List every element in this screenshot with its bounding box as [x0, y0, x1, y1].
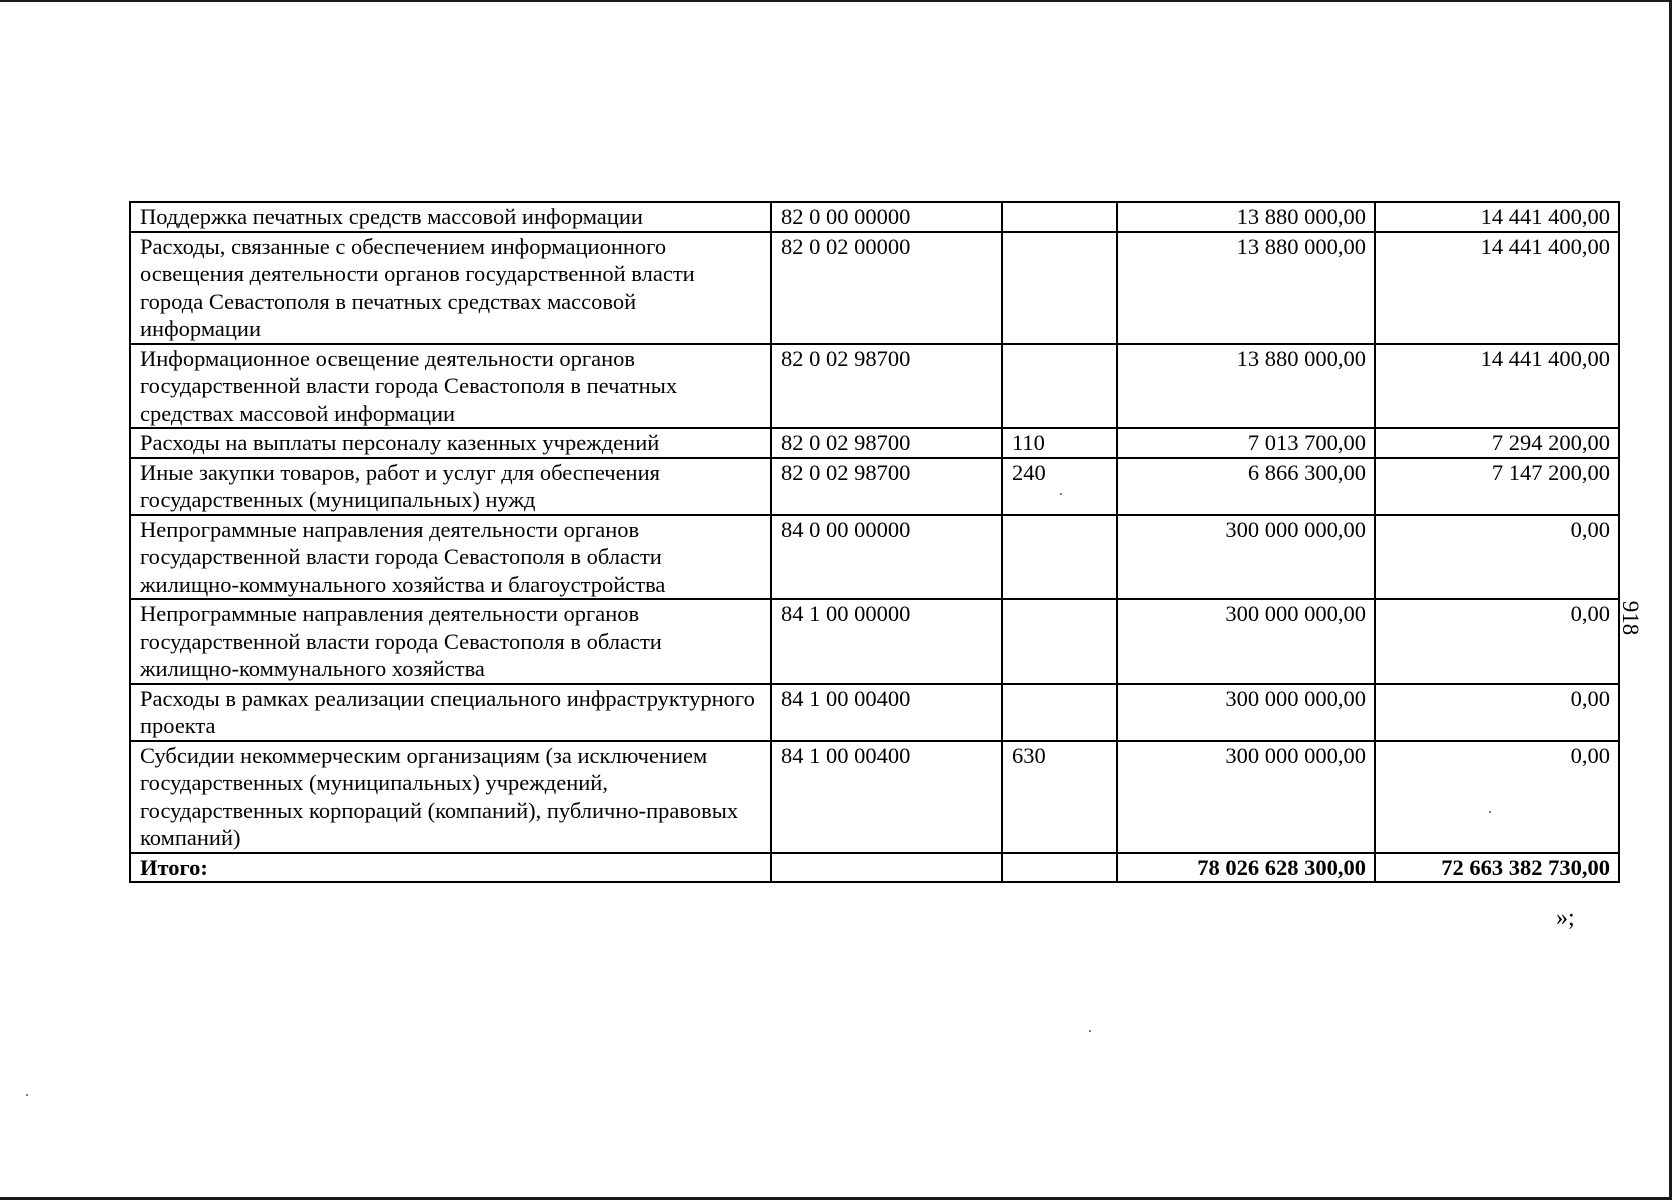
page-number: 918 — [1618, 600, 1643, 636]
row-amount2-cell: 0,00 — [1375, 684, 1619, 741]
scan-edge-top — [0, 0, 1672, 2]
row-name-cell: Непрограммные направления деятельности органов государственной власти города Севастополя в области жилищно-коммунального хозяйства — [130, 599, 771, 684]
scan-speck — [1089, 1030, 1091, 1032]
row-amount1-cell: 6 866 300,00 — [1117, 458, 1375, 515]
total-amount1: 78 026 628 300,00 — [1117, 853, 1375, 883]
table-row — [130, 599, 1619, 684]
total-type-cell — [1002, 853, 1117, 883]
row-type-cell — [1002, 599, 1117, 684]
table-row — [130, 428, 1619, 458]
row-amount1-cell: 300 000 000,00 — [1117, 515, 1375, 600]
row-amount1-cell: 7 013 700,00 — [1117, 428, 1375, 458]
row-type-cell: 630 — [1002, 741, 1117, 853]
row-amount2-cell: 7 294 200,00 — [1375, 428, 1619, 458]
row-name-cell: Иные закупки товаров, работ и услуг для обеспечения государственных (муниципальных) нужд — [130, 458, 771, 515]
total-amount2: 72 663 382 730,00 — [1375, 853, 1619, 883]
scan-speck — [26, 1094, 28, 1096]
row-amount2-cell: 14 441 400,00 — [1375, 344, 1619, 429]
row-code-cell: 82 0 02 98700 — [771, 428, 1002, 458]
table-row — [130, 458, 1619, 515]
scan-speck — [1489, 811, 1491, 813]
total-code-cell — [771, 853, 1002, 883]
table-row — [130, 684, 1619, 741]
row-code-cell: 84 0 00 00000 — [771, 515, 1002, 600]
table-row — [130, 515, 1619, 600]
row-type-cell — [1002, 344, 1117, 429]
row-type-cell — [1002, 684, 1117, 741]
row-code-cell: 84 1 00 00000 — [771, 599, 1002, 684]
row-code-cell: 82 0 02 98700 — [771, 344, 1002, 429]
row-code-cell: 82 0 02 98700 — [771, 458, 1002, 515]
row-amount2-cell: 0,00 — [1375, 515, 1619, 600]
total-row — [130, 853, 1619, 883]
row-type-cell: 110 — [1002, 428, 1117, 458]
row-type-cell — [1002, 515, 1117, 600]
row-amount1-cell: 300 000 000,00 — [1117, 741, 1375, 853]
scan-speck — [1060, 493, 1062, 495]
row-amount2-cell: 14 441 400,00 — [1375, 202, 1619, 232]
total-label: Итого: — [130, 853, 771, 883]
row-amount1-cell: 13 880 000,00 — [1117, 344, 1375, 429]
row-code-cell: 82 0 00 00000 — [771, 202, 1002, 232]
row-name-cell: Информационное освещение деятельности органов государственной власти города Севастополя в печатных средствах массовой информации — [130, 344, 771, 429]
table-row — [130, 741, 1619, 853]
row-type-cell: 240 — [1002, 458, 1117, 515]
row-code-cell: 84 1 00 00400 — [771, 684, 1002, 741]
table-row — [130, 232, 1619, 344]
row-amount2-cell: 0,00 — [1375, 741, 1619, 853]
row-name-cell: Расходы, связанные с обеспечением информационного освещения деятельности органов государственной власти города Севастополя в печатных средствах массовой информации — [130, 232, 771, 344]
row-amount1-cell: 300 000 000,00 — [1117, 684, 1375, 741]
row-type-cell — [1002, 232, 1117, 344]
row-amount2-cell: 14 441 400,00 — [1375, 232, 1619, 344]
table-row — [130, 344, 1619, 429]
row-code-cell: 82 0 02 00000 — [771, 232, 1002, 344]
row-amount1-cell: 13 880 000,00 — [1117, 202, 1375, 232]
row-code-cell: 84 1 00 00400 — [771, 741, 1002, 853]
row-amount1-cell: 13 880 000,00 — [1117, 232, 1375, 344]
row-amount1-cell: 300 000 000,00 — [1117, 599, 1375, 684]
row-name-cell: Непрограммные направления деятельности органов государственной власти города Севастополя в области жилищно-коммунального хозяйства и благоустройства — [130, 515, 771, 600]
row-name-cell: Субсидии некоммерческим организациям (за исключением государственных (муниципальных) учреждений, государственных корпораций (компаний), публично-правовых компаний) — [130, 741, 771, 853]
row-name-cell: Расходы в рамках реализации специального инфраструктурного проекта — [130, 684, 771, 741]
table-row — [130, 202, 1619, 232]
row-amount2-cell: 7 147 200,00 — [1375, 458, 1619, 515]
row-name-cell: Поддержка печатных средств массовой информации — [130, 202, 771, 232]
closing-quote: »; — [1556, 905, 1575, 931]
row-amount2-cell: 0,00 — [1375, 599, 1619, 684]
row-type-cell — [1002, 202, 1117, 232]
row-name-cell: Расходы на выплаты персоналу казенных учреждений — [130, 428, 771, 458]
budget-table — [129, 201, 1620, 883]
